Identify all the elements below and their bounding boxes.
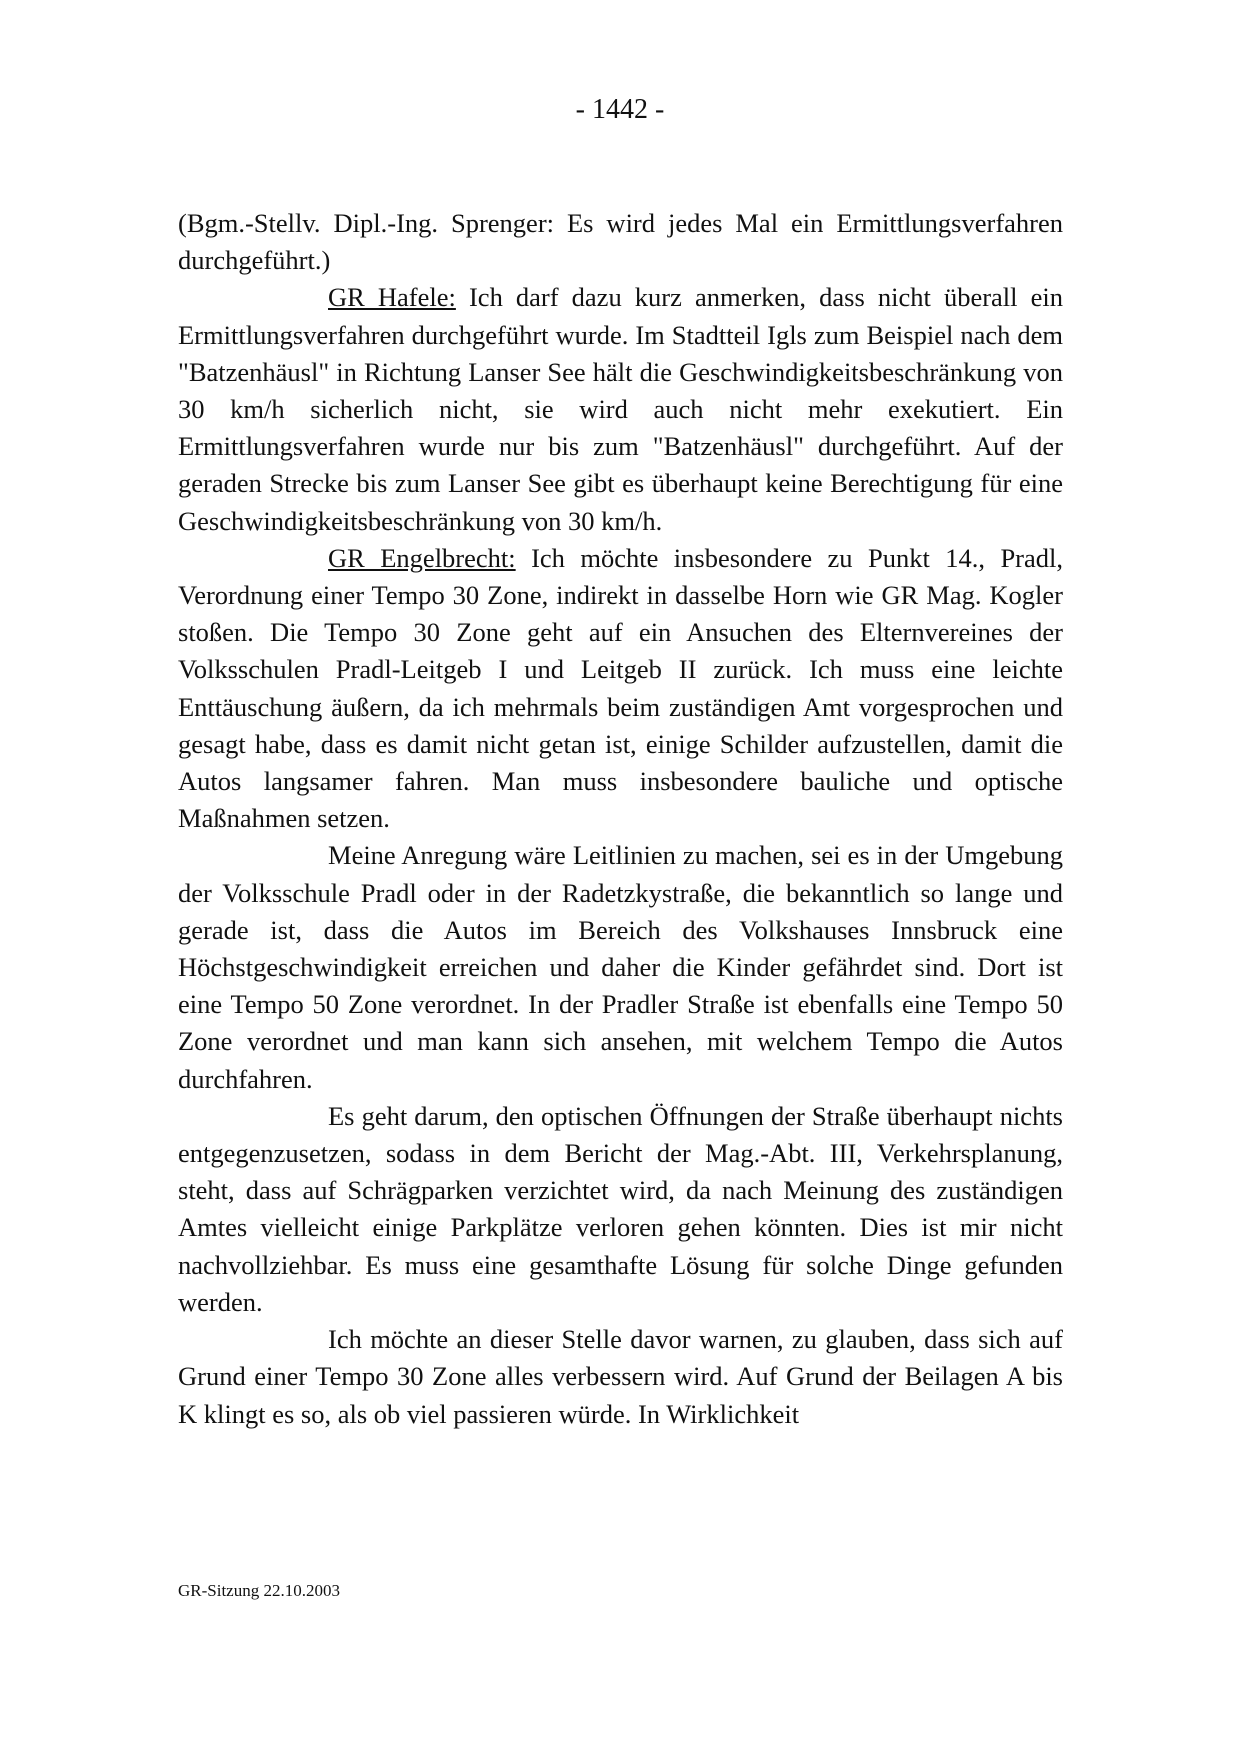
- paragraph-1-text: (Bgm.-Stellv. Dipl.-Ing. Sprenger: Es wird jedes Mal ein Ermittlungsverfahren durchgeführt.): [178, 208, 1063, 276]
- page-number: - 1442 -: [575, 94, 665, 125]
- paragraph-5: [178, 1098, 1063, 1321]
- footer-session-date: GR-Sitzung 22.10.2003: [178, 1581, 340, 1600]
- paragraph-2: [178, 279, 1063, 539]
- paragraph-2-text: Ich darf dazu kurz anmerken, dass nicht überall ein Ermittlungsverfahren durchgeführt wurde. Im Stadtteil Igls zum Beispiel nach dem "Batzenhäusl" in Richtung Lanser See hält die Geschwindigkeitsbeschränkung von 30 km/h sicherlich nicht, sie wird auch nicht mehr exekutiert. Ein Ermittlungsverfahren wurde nur bis zum "Batzenhäusl" durchgeführt. Auf der geraden Strecke bis zum Lanser See gibt es überhaupt keine Berechtigung für eine Geschwindigkeitsbeschränkung von 30 km/h.: [178, 282, 1063, 536]
- paragraph-4: [178, 837, 1063, 1097]
- paragraph-4-text: Meine Anregung wäre Leitlinien zu machen, sei es in der Umgebung der Volksschule Pradl oder in der Radetzkystraße, die bekanntlich so lange und gerade ist, dass die Autos im Bereich des Volkshauses Innsbruck eine Höchstgeschwindigkeit erreichen und daher die Kinder gefährdet sind. Dort ist eine Tempo 50 Zone verordnet. In der Pradler Straße ist ebenfalls eine Tempo 50 Zone verordnet und man kann sich ansehen, mit welchem Tempo die Autos durchfahren.: [178, 840, 1063, 1094]
- document-body: [178, 205, 1063, 1433]
- paragraph-3-text: Ich möchte insbesondere zu Punkt 14., Pradl, Verordnung einer Tempo 30 Zone, indirekt in dasselbe Horn wie GR Mag. Kogler stoßen. Die Tempo 30 Zone geht auf ein Ansuchen des Elternvereines der Volksschulen Pradl-Leitgeb I und Leitgeb II zurück. Ich muss eine leichte Enttäuschung äußern, da ich mehrmals beim zuständigen Amt vorgesprochen und gesagt habe, dass es damit nicht getan ist, einige Schilder aufzustellen, damit die Autos langsamer fahren. Man muss insbesondere bauliche und optische Maßnahmen setzen.: [178, 542, 1064, 834]
- paragraph-5-text: Es geht darum, den optischen Öffnungen der Straße überhaupt nichts entgegenzusetzen, sodass in dem Bericht der Mag.-Abt. III, Verkehrsplanung, steht, dass auf Schrägparken verzichtet wird, da nach Meinung des zuständigen Amtes vielleicht einige Parkplätze verloren gehen könnten. Dies ist mir nicht nachvollziehbar. Es muss eine gesamthafte Lösung für solche Dinge gefunden werden.: [178, 1100, 1063, 1317]
- paragraph-1: [178, 205, 1063, 279]
- paragraph-6: [178, 1321, 1063, 1433]
- paragraph-6-text: Ich möchte an dieser Stelle davor warnen, zu glauben, dass sich auf Grund einer Tempo 30 Zone alles verbessern wird. Auf Grund der Beilagen A bis K klingt es so, als ob viel passieren würde. In Wirklichkeit: [178, 1324, 1063, 1429]
- paragraph-3: [178, 540, 1063, 838]
- speaker-name-engelbrecht: GR Engelbrecht:: [328, 542, 516, 573]
- speaker-name-hafele: GR Hafele:: [328, 282, 456, 313]
